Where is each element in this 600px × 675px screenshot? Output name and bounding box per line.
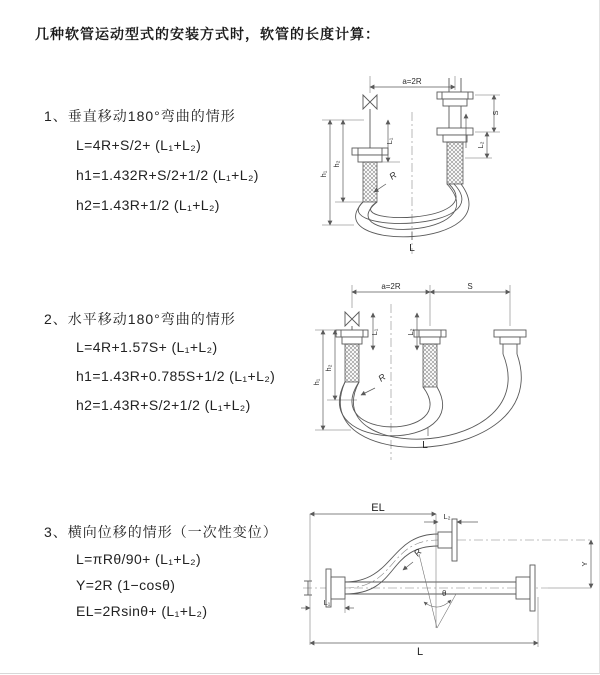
height-label: h₂ xyxy=(324,364,333,372)
left-flange-assembly xyxy=(336,330,368,382)
dim-fitting-l1 xyxy=(301,598,354,613)
diagram-lateral-displacement xyxy=(298,497,598,659)
dim-stroke-s xyxy=(475,95,500,132)
left-flange-assembly xyxy=(352,148,388,202)
radius-callout xyxy=(374,169,399,192)
angle-construction xyxy=(419,554,456,628)
length-label: L xyxy=(416,646,424,658)
length-label: L xyxy=(409,243,415,254)
el-label: EL xyxy=(371,502,385,514)
dim-fitting-l1 xyxy=(380,120,400,162)
section-3-formula-Y: Y=2R (1−cosθ) xyxy=(76,577,176,593)
dim-offset-y xyxy=(580,540,591,588)
radius-callout xyxy=(361,371,388,395)
section-2-formula-L: L=4R+1.57S+ (L₁+L₂) xyxy=(76,339,218,355)
middle-flange-assembly xyxy=(414,330,446,387)
height-label: h₂ xyxy=(332,160,341,168)
fitting-label: L₂ xyxy=(443,512,451,521)
radius-label: R xyxy=(376,371,388,384)
length-callout xyxy=(409,232,415,254)
dim-fitting-l2 xyxy=(424,512,478,522)
braided-hose-section xyxy=(423,344,437,387)
section-2-formula-h1: h1=1.43R+0.785S+1/2 (L₁+L₂) xyxy=(76,368,276,384)
dim-span-a2r xyxy=(370,76,455,93)
dim-top xyxy=(352,282,510,326)
dim-fitting-l2 xyxy=(465,132,492,158)
section-1-formula-h1: h1=1.432R+S/2+1/2 (L₁+L₂) xyxy=(76,167,259,183)
radius-label: R xyxy=(411,546,424,559)
section-1-formula-L: L=4R+S/2+ (L₁+L₂) xyxy=(76,137,202,153)
length-callout xyxy=(422,428,428,451)
right-flange-assembly-moved xyxy=(494,330,526,354)
page-title: 几种软管运动型式的安装方式时，软管的长度计算： xyxy=(35,26,380,42)
section-3-formula-L: L=πRθ/90+ (L₁+L₂) xyxy=(76,551,202,567)
stroke-label: S xyxy=(467,282,473,291)
braided-hose-section xyxy=(345,344,359,382)
offset-label: Y xyxy=(580,561,589,567)
height-label: h₁ xyxy=(312,378,321,386)
dim-fitting-l1 xyxy=(370,313,379,350)
span-label: a=2R xyxy=(381,282,401,291)
radius-label: R xyxy=(387,169,399,182)
diagram-horizontal-180-bend xyxy=(305,282,585,467)
section-1-formula-h2: h2=1.43R+1/2 (L₁+L₂) xyxy=(76,197,220,213)
fitting-label: L₁ xyxy=(323,598,331,607)
braided-hose-section xyxy=(447,142,463,184)
valve-icon xyxy=(345,312,359,330)
section-1-heading: 1、垂直移动180°弯曲的情形 xyxy=(44,108,236,124)
section-2-heading: 2、水平移动180°弯曲的情形 xyxy=(44,311,236,327)
span-label: a=2R xyxy=(402,77,422,86)
diagram-vertical-180-bend xyxy=(308,62,588,258)
fitting-label: L₂ xyxy=(476,141,485,149)
section-3-formula-EL: EL=2Rsinθ+ (L₁+L₂) xyxy=(76,603,208,619)
fitting-label: L₂ xyxy=(406,328,415,336)
right-flange-assembly xyxy=(437,78,473,184)
valve-icon xyxy=(363,95,377,148)
upper-hose-displaced xyxy=(345,519,591,594)
fitting-label: L₁ xyxy=(385,137,394,145)
length-label: L xyxy=(422,440,428,451)
fitting-label: L₁ xyxy=(370,328,379,336)
braided-hose-section xyxy=(363,162,377,202)
section-2-formula-h2: h2=1.43R+S/2+1/2 (L₁+L₂) xyxy=(76,397,251,413)
height-label: h₁ xyxy=(319,170,328,178)
dim-length-l xyxy=(310,597,538,658)
angle-label: θ xyxy=(442,589,447,598)
stroke-label: S xyxy=(491,110,500,116)
section-3-heading: 3、横向位移的情形（一次性变位） xyxy=(44,524,278,540)
